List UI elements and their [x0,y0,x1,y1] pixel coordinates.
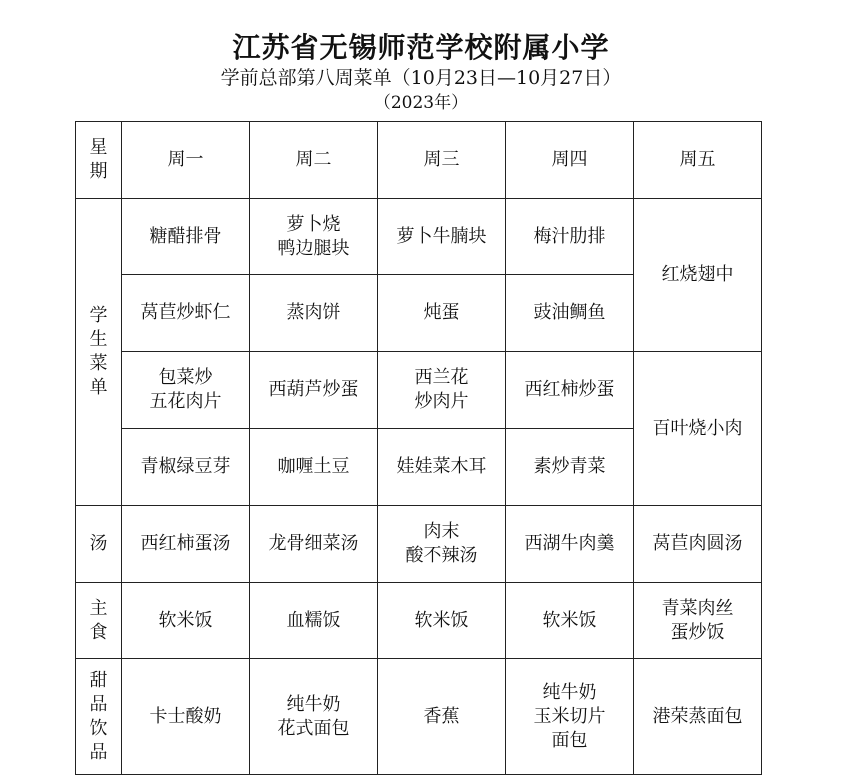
dish-cell: 西葫芦炒蛋 [250,352,378,429]
dish-cell: 娃娃菜木耳 [378,429,506,506]
staple-row [76,583,762,659]
dish-cell: 素炒青菜 [506,429,634,506]
student-row-3 [76,352,762,429]
day-header-wed: 周三 [378,122,506,199]
dish-cell: 咖喱土豆 [250,429,378,506]
header-row [76,122,762,199]
soup-row [76,506,762,583]
dish-cell: 萝卜烧 鸭边腿块 [250,199,378,275]
dish-cell: 炖蛋 [378,275,506,352]
dish-cell: 豉油鲷鱼 [506,275,634,352]
dish-cell: 梅汁肋排 [506,199,634,275]
dish-cell: 莴苣炒虾仁 [122,275,250,352]
day-header-fri: 周五 [634,122,762,199]
soup-cell: 西红柿蛋汤 [122,506,250,583]
menu-subtitle: 学前总部第八周菜单（10月23日—10月27日） [220,67,622,89]
soup-label: 汤 [76,506,122,583]
dish-cell: 萝卜牛腩块 [378,199,506,275]
weekday-corner-cell: 星 期 [76,122,122,199]
staple-cell: 软米饭 [122,583,250,659]
dessert-cell: 香蕉 [378,659,506,775]
soup-cell: 肉末 酸不辣汤 [378,506,506,583]
dish-cell: 蒸肉饼 [250,275,378,352]
day-header-mon: 周一 [122,122,250,199]
dish-cell-fri-b: 百叶烧小肉 [634,352,762,506]
dessert-label: 甜 品 饮 品 [76,659,122,775]
soup-cell: 龙骨细菜汤 [250,506,378,583]
student-row-1 [76,199,762,275]
soup-cell: 莴苣肉圆汤 [634,506,762,583]
dish-cell: 西红柿炒蛋 [506,352,634,429]
staple-cell: 软米饭 [378,583,506,659]
dessert-cell: 卡士酸奶 [122,659,250,775]
day-header-tue: 周二 [250,122,378,199]
dish-cell: 青椒绿豆芽 [122,429,250,506]
staple-cell: 血糯饭 [250,583,378,659]
dish-cell: 西兰花 炒肉片 [378,352,506,429]
dessert-cell: 纯牛奶 花式面包 [250,659,378,775]
dessert-row [76,659,762,775]
menu-year: （2023年） [373,93,469,113]
dish-cell-fri-a: 红烧翅中 [634,199,762,352]
dish-cell: 包菜炒 五花肉片 [122,352,250,429]
staple-cell: 软米饭 [506,583,634,659]
staple-label: 主 食 [76,583,122,659]
dessert-cell: 港荣蒸面包 [634,659,762,775]
dish-cell: 糖醋排骨 [122,199,250,275]
student-menu-label: 学 生 菜 单 [76,199,122,506]
staple-cell: 青菜肉丝 蛋炒饭 [634,583,762,659]
page-title: 江苏省无锡师范学校附属小学 [232,31,610,64]
dessert-cell: 纯牛奶 玉米切片 面包 [506,659,634,775]
day-header-thu: 周四 [506,122,634,199]
weekly-menu-table [75,121,762,775]
soup-cell: 西湖牛肉羹 [506,506,634,583]
